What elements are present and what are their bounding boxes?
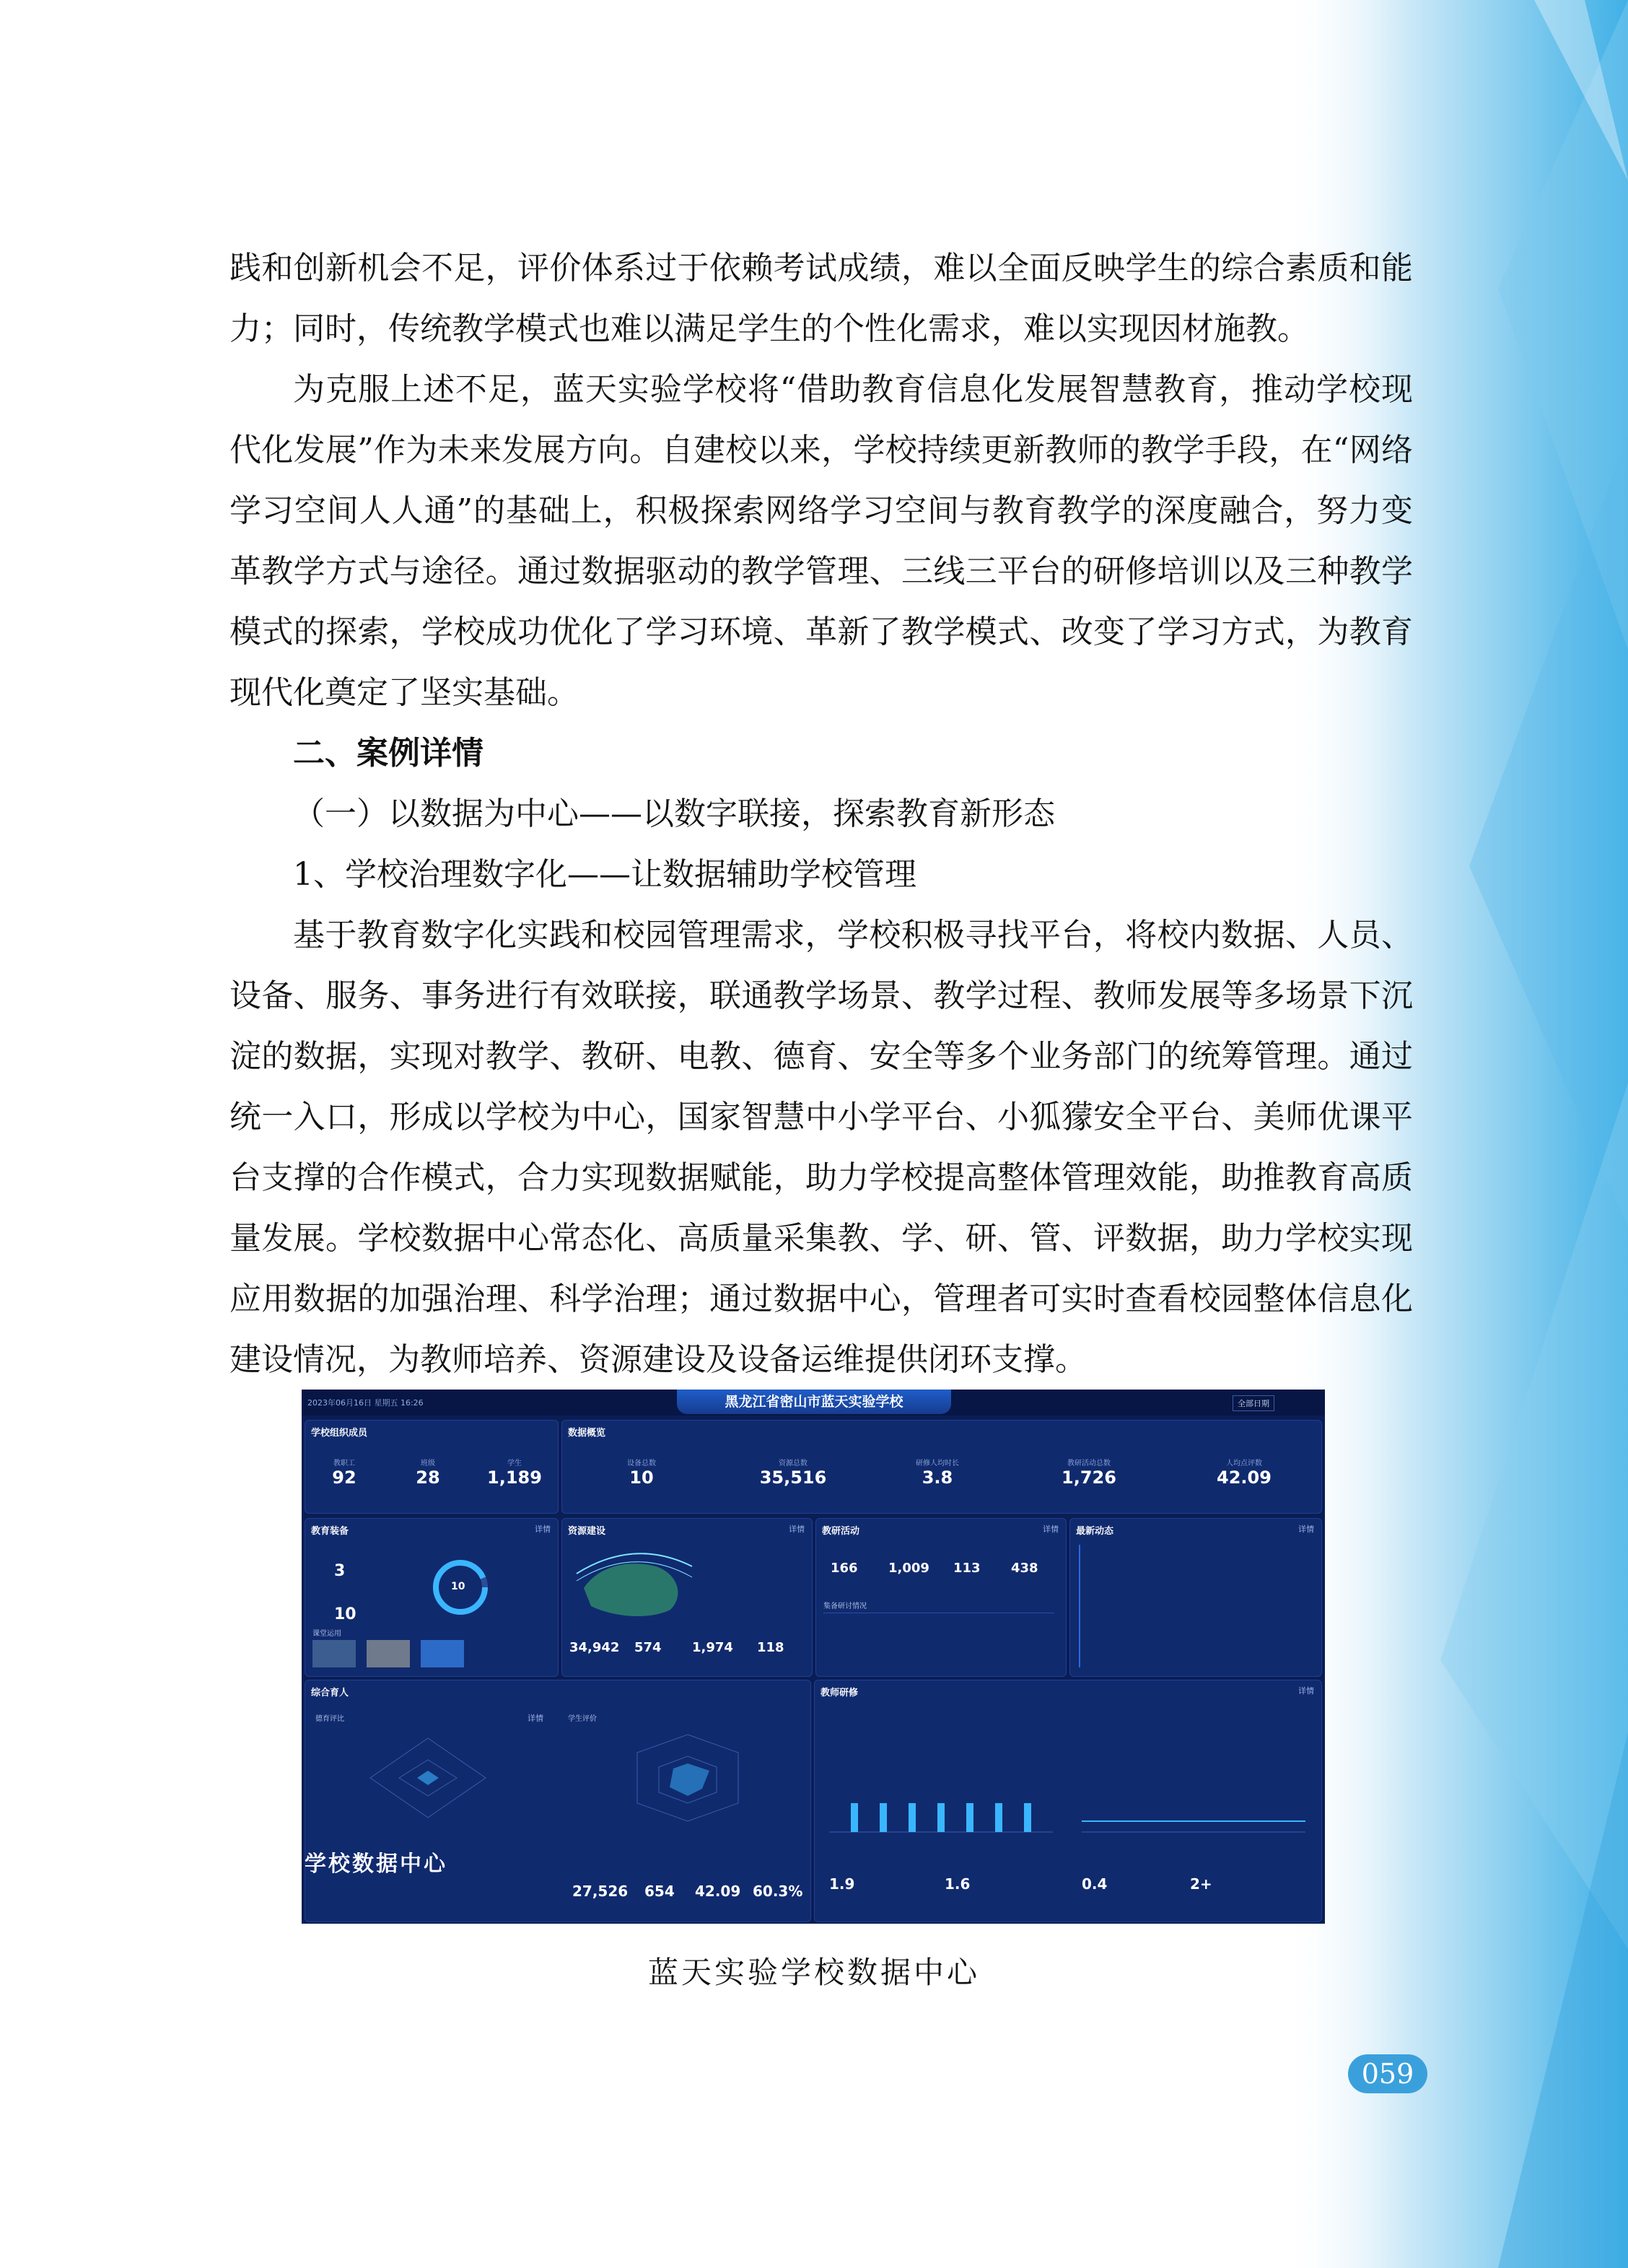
research-more-link[interactable]: 详情 <box>1043 1525 1059 1534</box>
training-more-link[interactable]: 详情 <box>1298 1686 1314 1696</box>
paragraph-3: 基于教育数字化实践和校园管理需求，学校积极寻找平台，将校内数据、人员、设备、服务、事务进行有效联接，联通教学场景、教学过程、教师发展等多场景下沉淀的数据，实现对教学、教研、电教、德育、安全等多个业务部门的统筹管理。通过统一入口，形成以学校为中心，国家智慧中小学平台、小狐獴安全平台、美师优课平台支撑的合作模式，合力实现数据赋能，助力学校提高整体管理效能，助推教育高质量发展。学校数据中心常态化、高质量采集教、学、研、管、评数据，助力学校实现应用数据的加强治理、科学治理；通过数据中心，管理者可实时查看校园整体信息化建设情况，为教师培养、资源建设及设备运维提供闭环支撑。 <box>229 917 1413 1378</box>
equipment-ring-value: 10 <box>451 1581 465 1592</box>
members-panel <box>305 1420 559 1514</box>
equipment-tab[interactable]: 课堂运用 <box>312 1630 341 1638</box>
data-center-title: 学校数据中心 <box>305 1852 447 1877</box>
news-more-link[interactable]: 详情 <box>1298 1525 1314 1534</box>
page-number: 059 <box>1348 2054 1427 2093</box>
resources-more-link[interactable]: 详情 <box>789 1525 805 1534</box>
radar-chart <box>334 1724 522 1832</box>
subsubsection-heading: 1、学校治理数字化——让数据辅助学校管理 <box>293 856 916 893</box>
resources-value: 118 <box>757 1640 784 1655</box>
overview-stat: 人均点评数 42.09 <box>1217 1460 1272 1488</box>
research-title: 教研活动 <box>822 1526 860 1537</box>
overview-stat: 教研活动总数 1,726 <box>1062 1460 1116 1488</box>
research-value: 1,009 <box>888 1561 929 1576</box>
resources-panel <box>561 1518 813 1677</box>
training-title: 教师研修 <box>820 1688 859 1698</box>
overview-panel <box>561 1420 1322 1514</box>
equipment-more-link[interactable]: 详情 <box>535 1525 551 1534</box>
dashboard-date: 2023年06月16日 星期五 16:26 <box>307 1398 424 1408</box>
date-dropdown[interactable]: 全部日期 <box>1233 1395 1274 1411</box>
members-title: 学校组织成员 <box>311 1428 368 1439</box>
education-subtitle: 德育评比 <box>315 1715 344 1723</box>
training-stat: 1.9 <box>829 1875 855 1893</box>
resources-value: 574 <box>634 1640 662 1655</box>
figure-caption: 蓝天实验学校数据中心 <box>647 1955 980 1990</box>
education-subtitle: 学生评价 <box>568 1715 597 1723</box>
equipment-title: 教育装备 <box>311 1526 349 1537</box>
education-more-link[interactable]: 详情 <box>528 1714 543 1723</box>
education-stat: 27,526 <box>572 1883 629 1900</box>
education-title: 综合育人 <box>311 1688 349 1698</box>
equipment-value: 3 <box>334 1562 346 1580</box>
section-heading: 二、案例详情 <box>293 735 483 772</box>
research-value: 438 <box>1011 1561 1038 1576</box>
training-stat: 2+ <box>1190 1875 1212 1893</box>
education-stat: 654 <box>644 1883 675 1900</box>
news-title: 最新动态 <box>1076 1526 1114 1537</box>
overview-title: 数据概览 <box>568 1428 606 1439</box>
training-stat: 1.6 <box>945 1875 971 1893</box>
equipment-panel <box>305 1518 559 1677</box>
research-subtitle: 集备研讨情况 <box>823 1602 867 1610</box>
news-panel <box>1069 1518 1322 1677</box>
education-stat: 42.09 <box>695 1883 741 1900</box>
thumbnail <box>421 1640 464 1667</box>
equipment-value: 10 <box>334 1605 356 1623</box>
paragraph-2: 为克服上述不足，蓝天实验学校将“借助教育信息化发展智慧教育，推动学校现代化发展”作为未来发展方向。自建校以来，学校持续更新教师的教学手段，在“网络学习空间人人通”的基础上，积极探索网络学习空间与教育教学的深度融合，努力变革教学方式与途径。通过数据驱动的教学管理、三线三平台的研修培训以及三种教学模式的探索，学校成功优化了学习环境、革新了教学模式、改变了学习方式，为教育现代化奠定了坚实基础。 <box>229 371 1413 711</box>
research-value: 113 <box>953 1561 981 1576</box>
education-stat: 60.3% <box>753 1883 803 1900</box>
dashboard-figure <box>302 1390 1325 1924</box>
resources-title: 资源建设 <box>568 1526 606 1537</box>
training-stat: 0.4 <box>1082 1875 1108 1893</box>
resources-value: 34,942 <box>569 1640 620 1655</box>
research-panel <box>815 1518 1067 1677</box>
overview-stat: 研修人均时长 3.8 <box>916 1460 959 1488</box>
research-table <box>823 1613 1054 1664</box>
dashboard-title: 黑龙江省密山市蓝天实验学校 <box>677 1390 951 1414</box>
timeline-line <box>1079 1545 1080 1667</box>
dashboard-topbar <box>302 1390 1325 1416</box>
members-stat: 教职工 92 <box>332 1460 356 1488</box>
subsection-heading: （一）以数据为中心——以数字联接，探索教育新形态 <box>293 795 1055 832</box>
members-stat: 班级 28 <box>416 1460 440 1488</box>
research-value: 166 <box>831 1561 858 1576</box>
radar-chart <box>594 1724 782 1832</box>
thumbnail <box>367 1640 410 1667</box>
bar-chart <box>822 1731 1060 1846</box>
members-stat: 学生 1,189 <box>487 1460 542 1488</box>
education-panel <box>305 1680 811 1922</box>
overview-stat: 设备总数 10 <box>627 1460 656 1488</box>
resources-value: 1,974 <box>692 1640 733 1655</box>
body-text <box>229 238 1413 1390</box>
overview-stat: 资源总数 35,516 <box>759 1460 827 1488</box>
paragraph-1: 践和创新机会不足，评价体系过于依赖考试成绩，难以全面反映学生的综合素质和能力；同时，传统教学模式也难以满足学生的个性化需求，难以实现因材施教。 <box>229 250 1413 347</box>
thumbnail <box>312 1640 356 1667</box>
training-panel <box>814 1680 1322 1922</box>
map-icon <box>569 1545 699 1624</box>
line-chart <box>1075 1731 1313 1846</box>
